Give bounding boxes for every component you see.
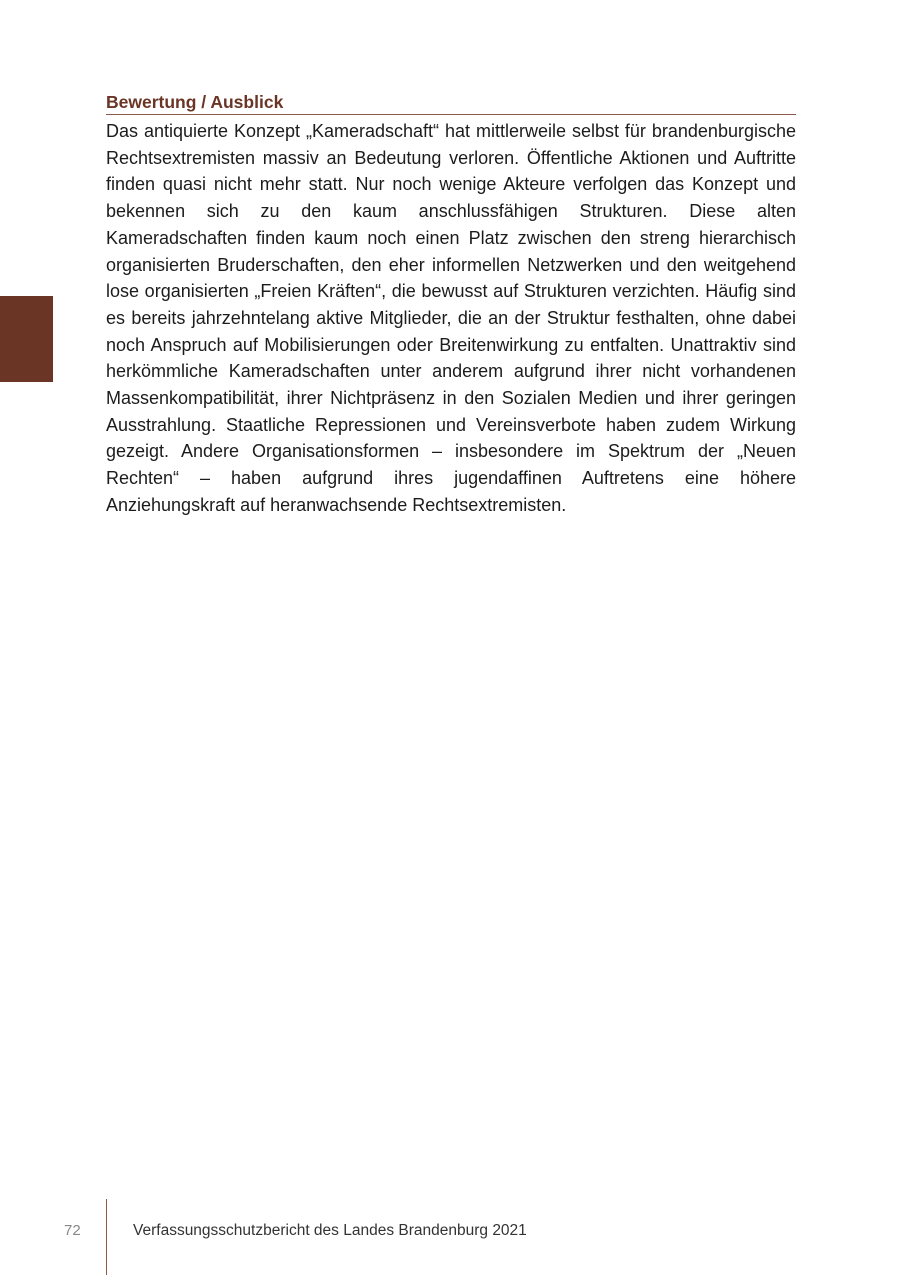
section-heading: Bewertung / Ausblick (106, 91, 796, 115)
page-number: 72 (64, 1222, 81, 1239)
body-paragraph: Das antiquierte Konzept „Kameradschaft“ hat mittlerweile selbst für brandenburgische Rechtsextremisten massiv an Bedeutung verloren. Öffentliche Aktionen und Auftritte finden quasi nicht mehr statt. Nur noch wenige Akteure verfolgen das Konzept und bekennen sich zu den kaum anschlussfähigen Strukturen. Diese alten Kameradschaften finden kaum noch einen Platz zwischen den streng hierarchisch organisierten Bruderschaften, den eher informellen Netzwerken und den weitgehend lose organisierten „Freien Kräften“, die bewusst auf Strukturen verzichten. Häufig sind es bereits jahrzehntelang aktive Mitglieder, die an der Struktur festhalten, ohne dabei noch Anspruch auf Mobilisierungen oder Breitenwirkung zu entfalten. Unattraktiv sind herkömmliche Kameradschaften unter anderem aufgrund ihrer nicht vorhandenen Massenkompatibilität, ihrer Nichtpräsenz in den Sozialen Medien und ihrer geringen Ausstrahlung. Staatliche Repressionen und Vereinsverbote haben zudem Wirkung gezeigt. Andere Organisationsformen – insbesondere im Spektrum der „Neuen Rechten“ – haben aufgrund ihres jugendaffinen Auftretens eine höhere Anziehungskraft auf heranwachsende Rechtsextremisten. (106, 121, 796, 515)
main-content (106, 91, 796, 519)
chapter-side-tab (0, 296, 53, 382)
footer-divider (106, 1199, 107, 1275)
publication-title: Verfassungsschutzbericht des Landes Brandenburg 2021 (133, 1222, 527, 1239)
